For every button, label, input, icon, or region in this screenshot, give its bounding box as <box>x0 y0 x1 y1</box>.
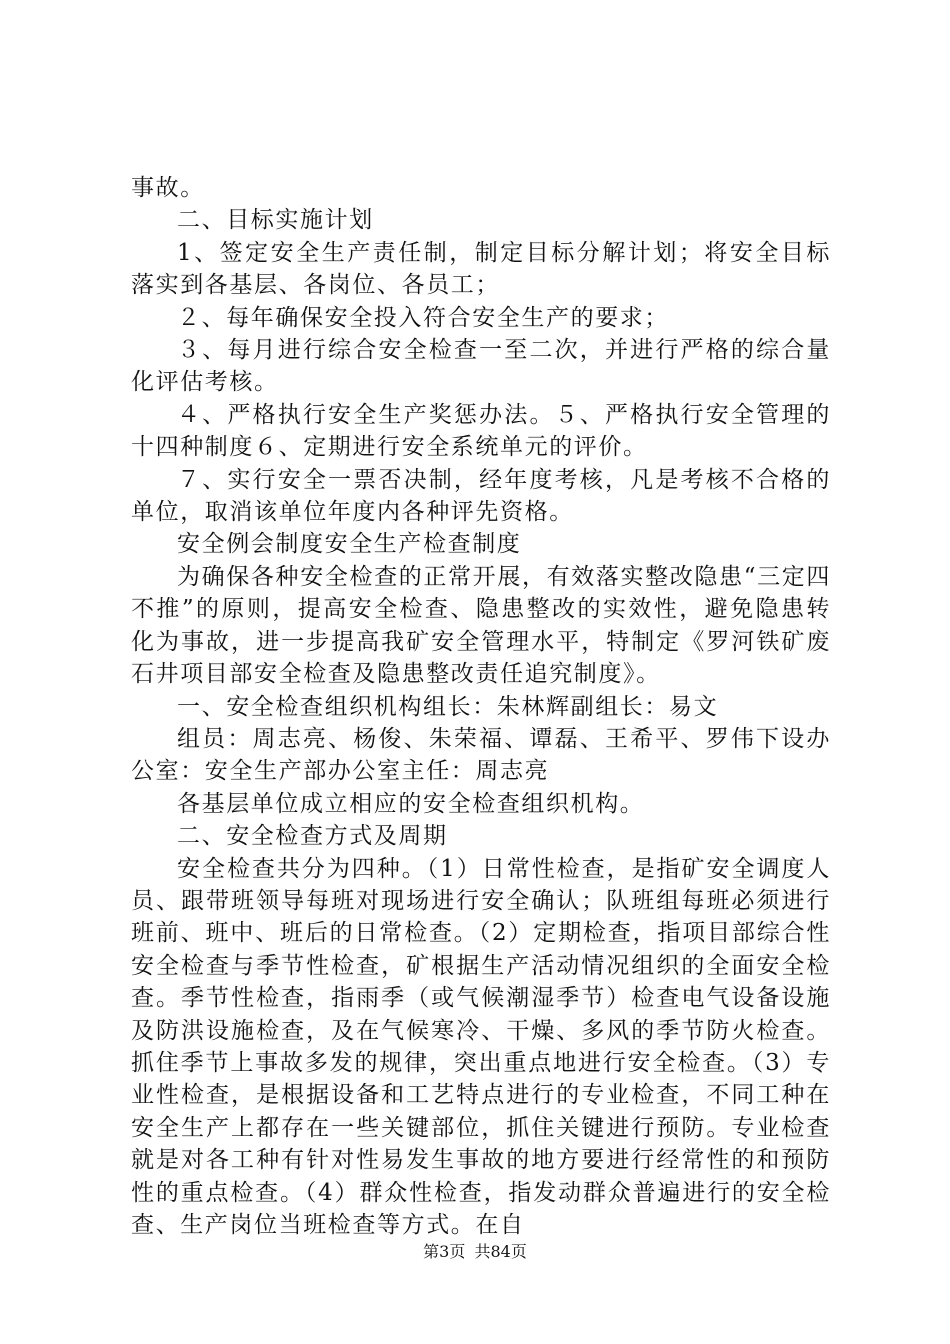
paragraph: 为确保各种安全检查的正常开展，有效落实整改隐患“三定四不推”的原则，提高安全检查、隐患整改的实效性，避免隐患转化为事故，进一步提高我矿安全管理水平，特制定《罗河铁矿废石井项目部安全检查及隐患整改责任追究制度》。 <box>131 563 831 688</box>
page-footer <box>0 1242 950 1262</box>
list-item: ３、每月进行综合安全检查一至二次，并进行严格的综合量化评估考核。 <box>131 337 831 396</box>
list-item: ７、实行安全一票否决制，经年度考核，凡是考核不合格的单位，取消该单位年度内各种评先资格。 <box>131 466 831 526</box>
section-heading: 二、安全检查方式及周期 <box>177 823 448 850</box>
paragraph: 安全检查共分为四种。（1）日常性检查，是指矿安全调度人员、跟带班领导每班对现场进行安全确认；队班组每班必须进行班前、班中、班后的日常检查。（2）定期检查，指项目部综合性安全检查与季节性检查，矿根据生产活动情况组织的全面安全检查。季节性检查，指雨季（或气候潮湿季节）检查电气设备设施及防洪设施检查，及在气候寒冷、干燥、多风的季节防火检查。抓住季节上事故多发的规律，突出重点地进行安全检查。（3）专业性检查，是根据设备和工艺特点进行的专业检查，不同工种在安全生产上都存在一些关键部位，抓住关键进行预防。专业检查就是对各工种有针对性易发生事故的地方要进行经常性的和预防性的重点检查。（4）群众性检查，指发动群众普遍进行的安全检查、生产岗位当班检查等方式。在自 <box>131 855 831 1238</box>
paragraph: 组员：周志亮、杨俊、朱荣福、谭磊、王希平、罗伟下设办公室：安全生产部办公室主任：周志亮 <box>131 725 831 785</box>
section-heading: 一、安全检查组织机构组长：朱林辉副组长：易文 <box>177 693 719 720</box>
list-item: ４、严格执行安全生产奖惩办法。５、严格执行安全管理的十四种制度６、定期进行安全系统单元的评价。 <box>131 401 831 461</box>
current-page-number: 第3页 <box>423 1242 466 1261</box>
list-item: 1、签定安全生产责任制，制定目标分解计划；将安全目标落实到各基层、各岗位、各员工； <box>131 239 831 299</box>
paragraph: 各基层单位成立相应的安全检查组织机构。 <box>177 790 645 817</box>
section-heading: 安全例会制度安全生产检查制度 <box>177 531 522 558</box>
document-body <box>131 172 831 1241</box>
list-item: ２、每年确保安全投入符合安全生产的要求； <box>177 304 669 331</box>
paragraph: 事故。 <box>131 175 205 201</box>
total-page-count: 共84页 <box>474 1242 527 1261</box>
section-heading: 二、目标实施计划 <box>177 207 374 234</box>
